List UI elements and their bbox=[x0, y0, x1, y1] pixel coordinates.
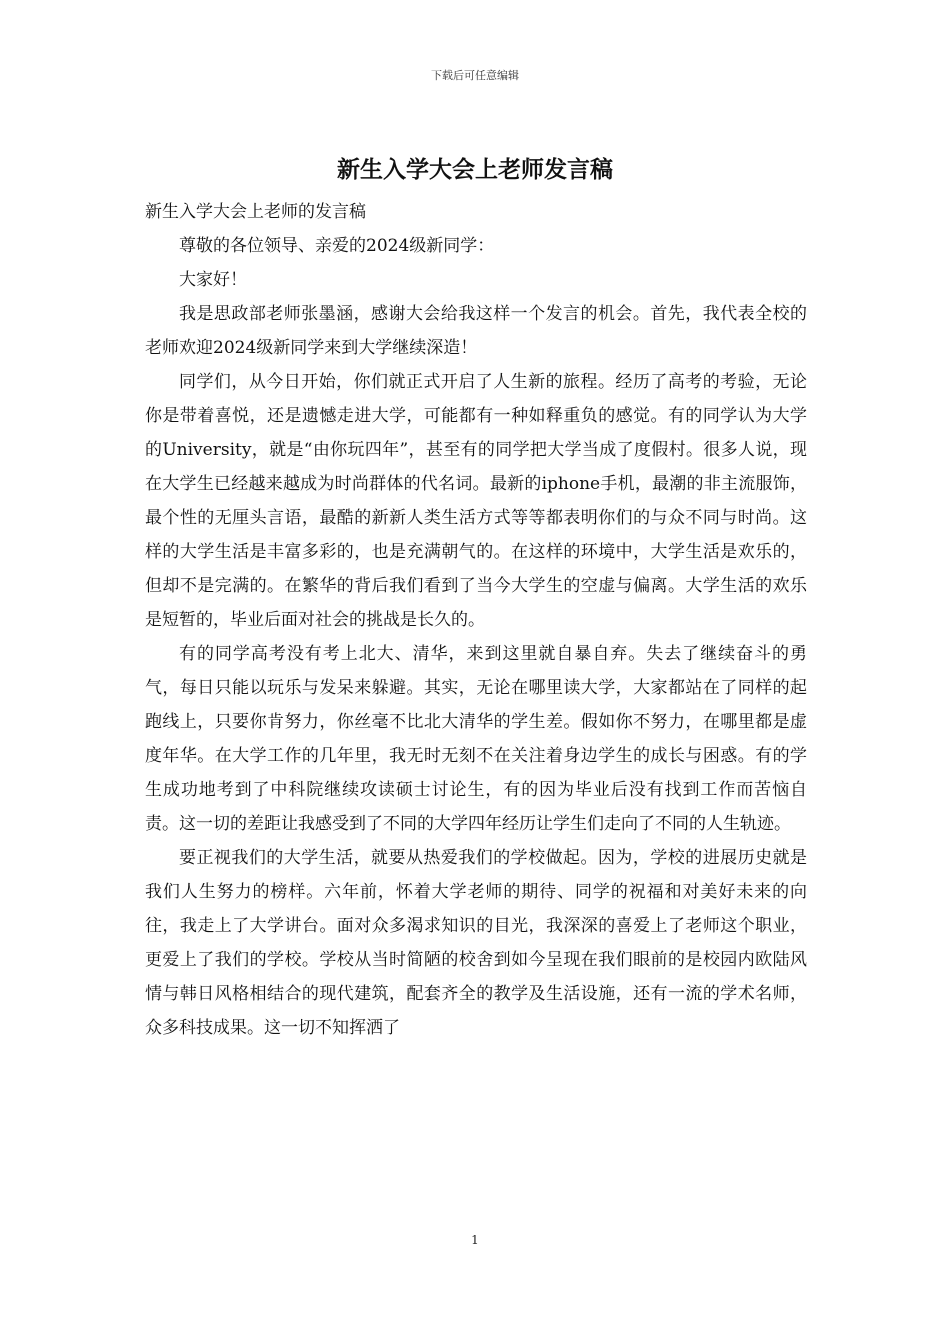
document-body bbox=[145, 195, 807, 1045]
greeting-paragraph: 大家好！ bbox=[179, 270, 247, 290]
body-paragraph: 有的同学高考没有考上北大、清华，来到这里就自暴自弃。失去了继续奋斗的勇气，每日只能以玩乐与发呆来躲避。其实，无论在哪里读大学，大家都站在了同样的起跑线上，只要你肯努力，你丝毫不比北大清华的学生差。假如你不努力，在哪里都是虚度年华。在大学工作的几年里，我无时无刻不在关注着身边学生的成长与困惑。有的学生成功地考到了中科院继续攻读硕士讨论生，有的因为毕业后没有找到工作而苦恼自责。这一切的差距让我感受到了不同的大学四年经历让学生们走向了不同的人生轨迹。 bbox=[145, 644, 807, 834]
salutation-paragraph: 尊敬的各位领导、亲爱的2024级新同学： bbox=[179, 236, 495, 256]
document-title: 新生入学大会上老师发言稿 bbox=[337, 156, 613, 183]
subtitle-paragraph: 新生入学大会上老师的发言稿 bbox=[145, 202, 366, 222]
body-paragraph: 我是思政部老师张墨涵，感谢大会给我这样一个发言的机会。首先，我代表全校的老师欢迎2024级新同学来到大学继续深造！ bbox=[145, 304, 807, 358]
body-paragraph: 要正视我们的大学生活，就要从热爱我们的学校做起。因为，学校的进展历史就是我们人生努力的榜样。六年前，怀着大学老师的期待、同学的祝福和对美好未来的向往，我走上了大学讲台。面对众多渴求知识的目光，我深深的喜爱上了老师这个职业，更爱上了我们的学校。学校从当时简陋的校舍到如今呈现在我们眼前的是校园内欧陆风情与韩日风格相结合的现代建筑，配套齐全的教学及生活设施，还有一流的学术名师，众多科技成果。这一切不知挥洒了 bbox=[145, 848, 807, 1038]
page-number: 1 bbox=[471, 1233, 479, 1247]
header-note: 下载后可任意编辑 bbox=[431, 69, 519, 82]
body-paragraph: 同学们，从今日开始，你们就正式开启了人生新的旅程。经历了高考的考验，无论你是带着喜悦，还是遗憾走进大学，可能都有一种如释重负的感觉。有的同学认为大学的University，就是“由你玩四年”，甚至有的同学把大学当成了度假村。很多人说，现在大学生已经越来越成为时尚群体的代名词。最新的iphone手机，最潮的非主流服饰，最个性的无厘头言语，最酷的新新人类生活方式等等都表明你们的与众不同与时尚。这样的大学生活是丰富多彩的，也是充满朝气的。在这样的环境中，大学生活是欢乐的，但却不是完满的。在繁华的背后我们看到了当今大学生的空虚与偏离。大学生活的欢乐是短暂的，毕业后面对社会的挑战是长久的。 bbox=[145, 372, 807, 630]
